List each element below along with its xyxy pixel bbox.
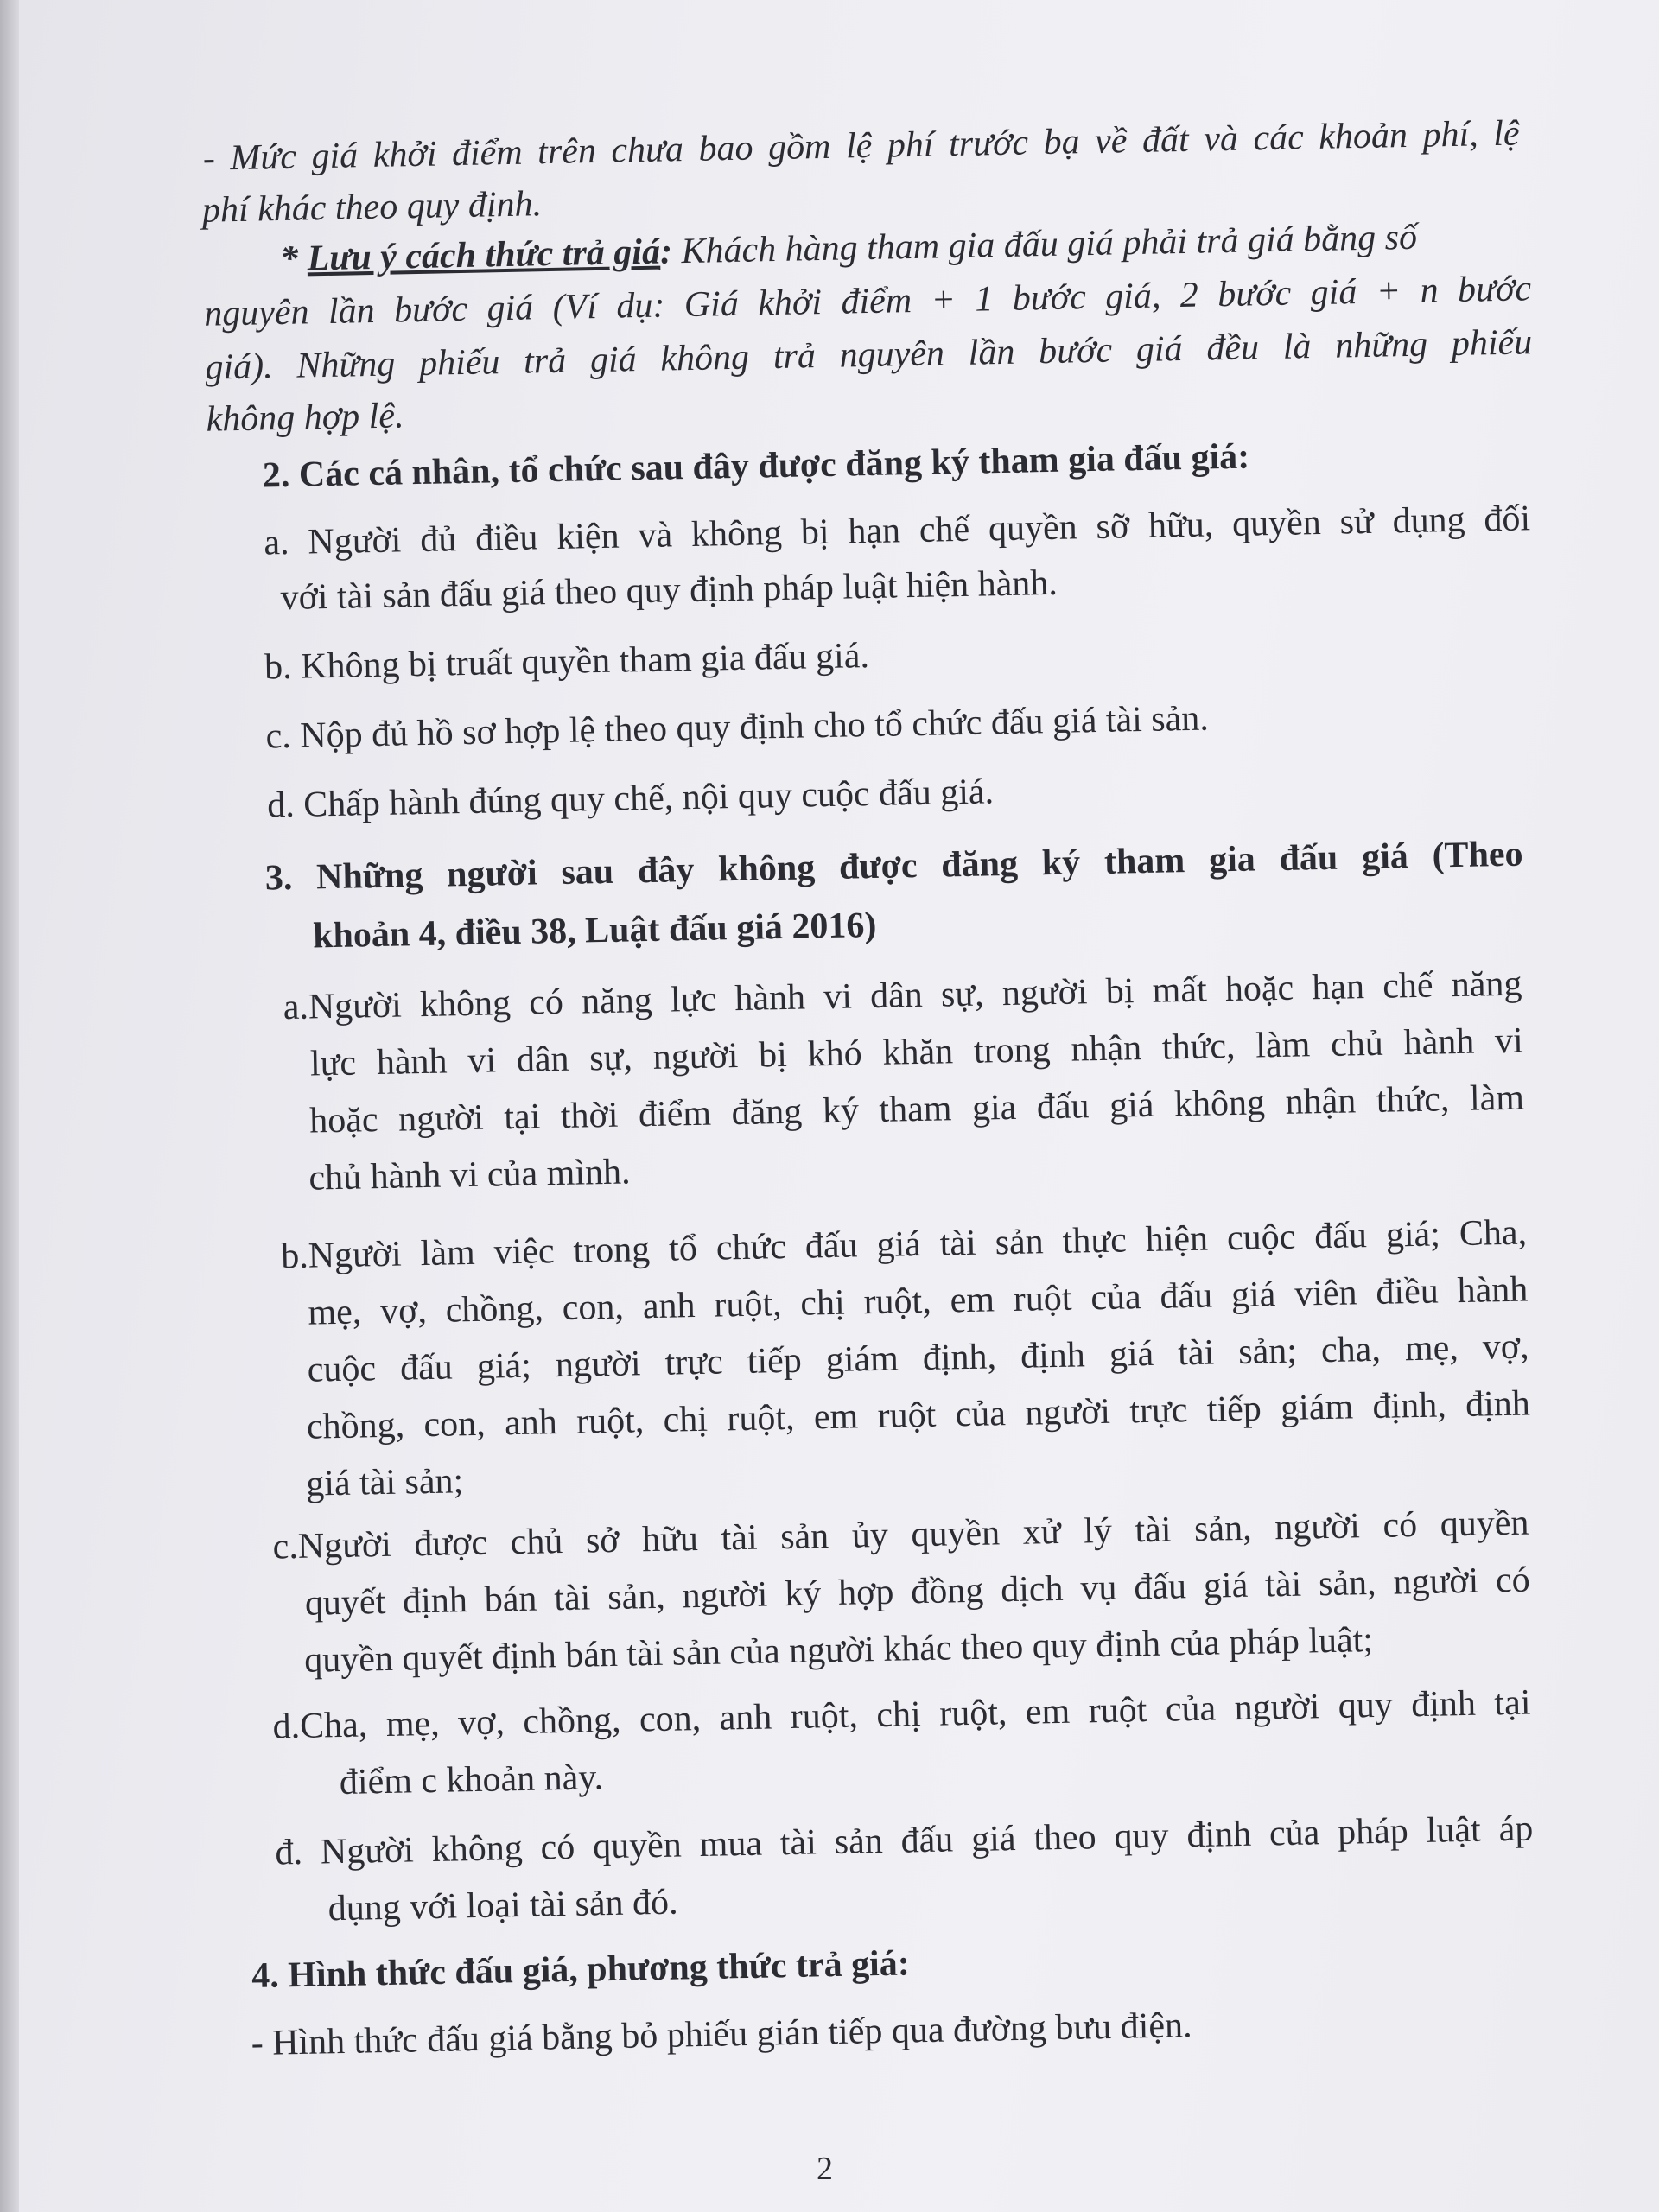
section-3-item-dd-line-1: đ. Người không có quyền mua tài sản đấu giá theo quy định của pháp luật áp: [275, 1808, 1534, 1873]
section-3-item-dd-line-2: dụng với loại tài sản đó.: [327, 1882, 678, 1929]
page-number: 2: [817, 2151, 833, 2187]
section-3-item-c-line-3: quyền quyết định bán tài sản của người khác theo quy định của pháp luật;: [303, 1620, 1374, 1681]
section-3-item-c-line-1: c.Người được chủ sở hữu tài sản ủy quyền xử lý tài sản, người có quyền: [272, 1503, 1529, 1567]
payment-note-line-2: nguyên lần bước giá (Ví dụ: Giá khởi điểm + 1 bước giá, 2 bước giá + n bước: [203, 269, 1532, 334]
section-2-heading: 2. Các cá nhân, tổ chức sau đây được đăng ký tham gia đấu giá:: [262, 436, 1250, 496]
section-2-item-a-line-1: a. Người đủ điều kiện và không bị hạn chế quyền sỡ hữu, quyền sử dụng đối: [263, 499, 1531, 563]
section-3-item-a-line-1: a.Người không có năng lực hành vi dân sự, người bị mất hoặc hạn chế năng: [283, 963, 1522, 1028]
note-text-1: Khách hàng tham gia đấu giá phải trả giá bằng số: [671, 217, 1418, 272]
note-label: Lưu ý cách thức trả giá: [307, 232, 661, 279]
section-2-item-d: d. Chấp hành đúng quy chế, nội quy cuộc đấu giá.: [266, 772, 995, 826]
section-3-item-d-line-2: điểm c khoản này.: [339, 1758, 604, 1803]
section-4-heading: 4. Hình thức đấu giá, phương thức trả giá:: [251, 1943, 911, 1997]
section-3-item-b-line-3: cuộc đấu giá; người trực tiếp giám định, định giá tài sản; cha, mẹ, vợ,: [307, 1326, 1529, 1390]
section-3-item-b-line-2: mẹ, vợ, chồng, con, anh ruột, chị ruột, em ruột của đấu giá viên điều hành: [308, 1269, 1529, 1333]
fee-note-line-1: - Mức giá khởi điểm trên chưa bao gồm lệ phí trước bạ về đất và các khoản phí, lệ: [202, 113, 1520, 179]
section-2-item-a-line-2: với tài sản đấu giá theo quy định pháp luật hiện hành.: [280, 563, 1058, 619]
section-3-heading-line-2: khoản 4, điều 38, Luật đấu giá 2016): [312, 905, 877, 957]
section-3-heading-line-1: 3. Những người sau đây không được đăng ký tham gia đấu giá (Theo: [264, 834, 1523, 899]
note-colon: :: [659, 232, 673, 272]
section-3-item-b-line-5: giá tài sản;: [305, 1461, 464, 1504]
section-3-item-b-line-4: chồng, con, anh ruột, chị ruột, em ruột của người trực tiếp giám định, định: [306, 1383, 1531, 1447]
section-3-item-d-line-1: d.Cha, mẹ, vợ, chồng, con, anh ruột, chị ruột, em ruột của người quy định tại: [272, 1682, 1531, 1747]
payment-note-line-4: không hợp lệ.: [206, 396, 404, 440]
section-3-item-c-line-2: quyết định bán tài sản, người ký hợp đồng dịch vụ đấu giá tài sản, người có: [304, 1560, 1531, 1624]
fee-note-line-2: phí khác theo quy định.: [201, 184, 543, 231]
section-3-item-a-line-4: chủ hành vi của mình.: [308, 1152, 631, 1198]
payment-note-line-3: giá). Những phiếu trả giá không trả nguyên lần bước giá đều là những phiếu: [205, 322, 1533, 388]
section-2-item-b: b. Không bị truất quyền tham gia đấu giá.: [264, 636, 870, 688]
note-asterisk: *: [279, 238, 308, 280]
section-3-item-a-line-2: lực hành vi dân sự, người bị khó khăn trong nhận thức, làm chủ hành vi: [309, 1020, 1524, 1084]
section-4-line-1: - Hình thức đấu giá bằng bỏ phiếu gián tiếp qua đường bưu điện.: [251, 2005, 1192, 2064]
section-3-item-b-line-1: b.Người làm việc trong tổ chức đấu giá tài sản thực hiện cuộc đấu giá; Cha,: [280, 1212, 1528, 1277]
section-2-item-c: c. Nộp đủ hồ sơ hợp lệ theo quy định cho tổ chức đấu giá tài sản.: [265, 698, 1210, 757]
section-3-item-a-line-3: hoặc người tại thời điểm đăng ký tham gia đấu giá không nhận thức, làm: [308, 1077, 1525, 1141]
